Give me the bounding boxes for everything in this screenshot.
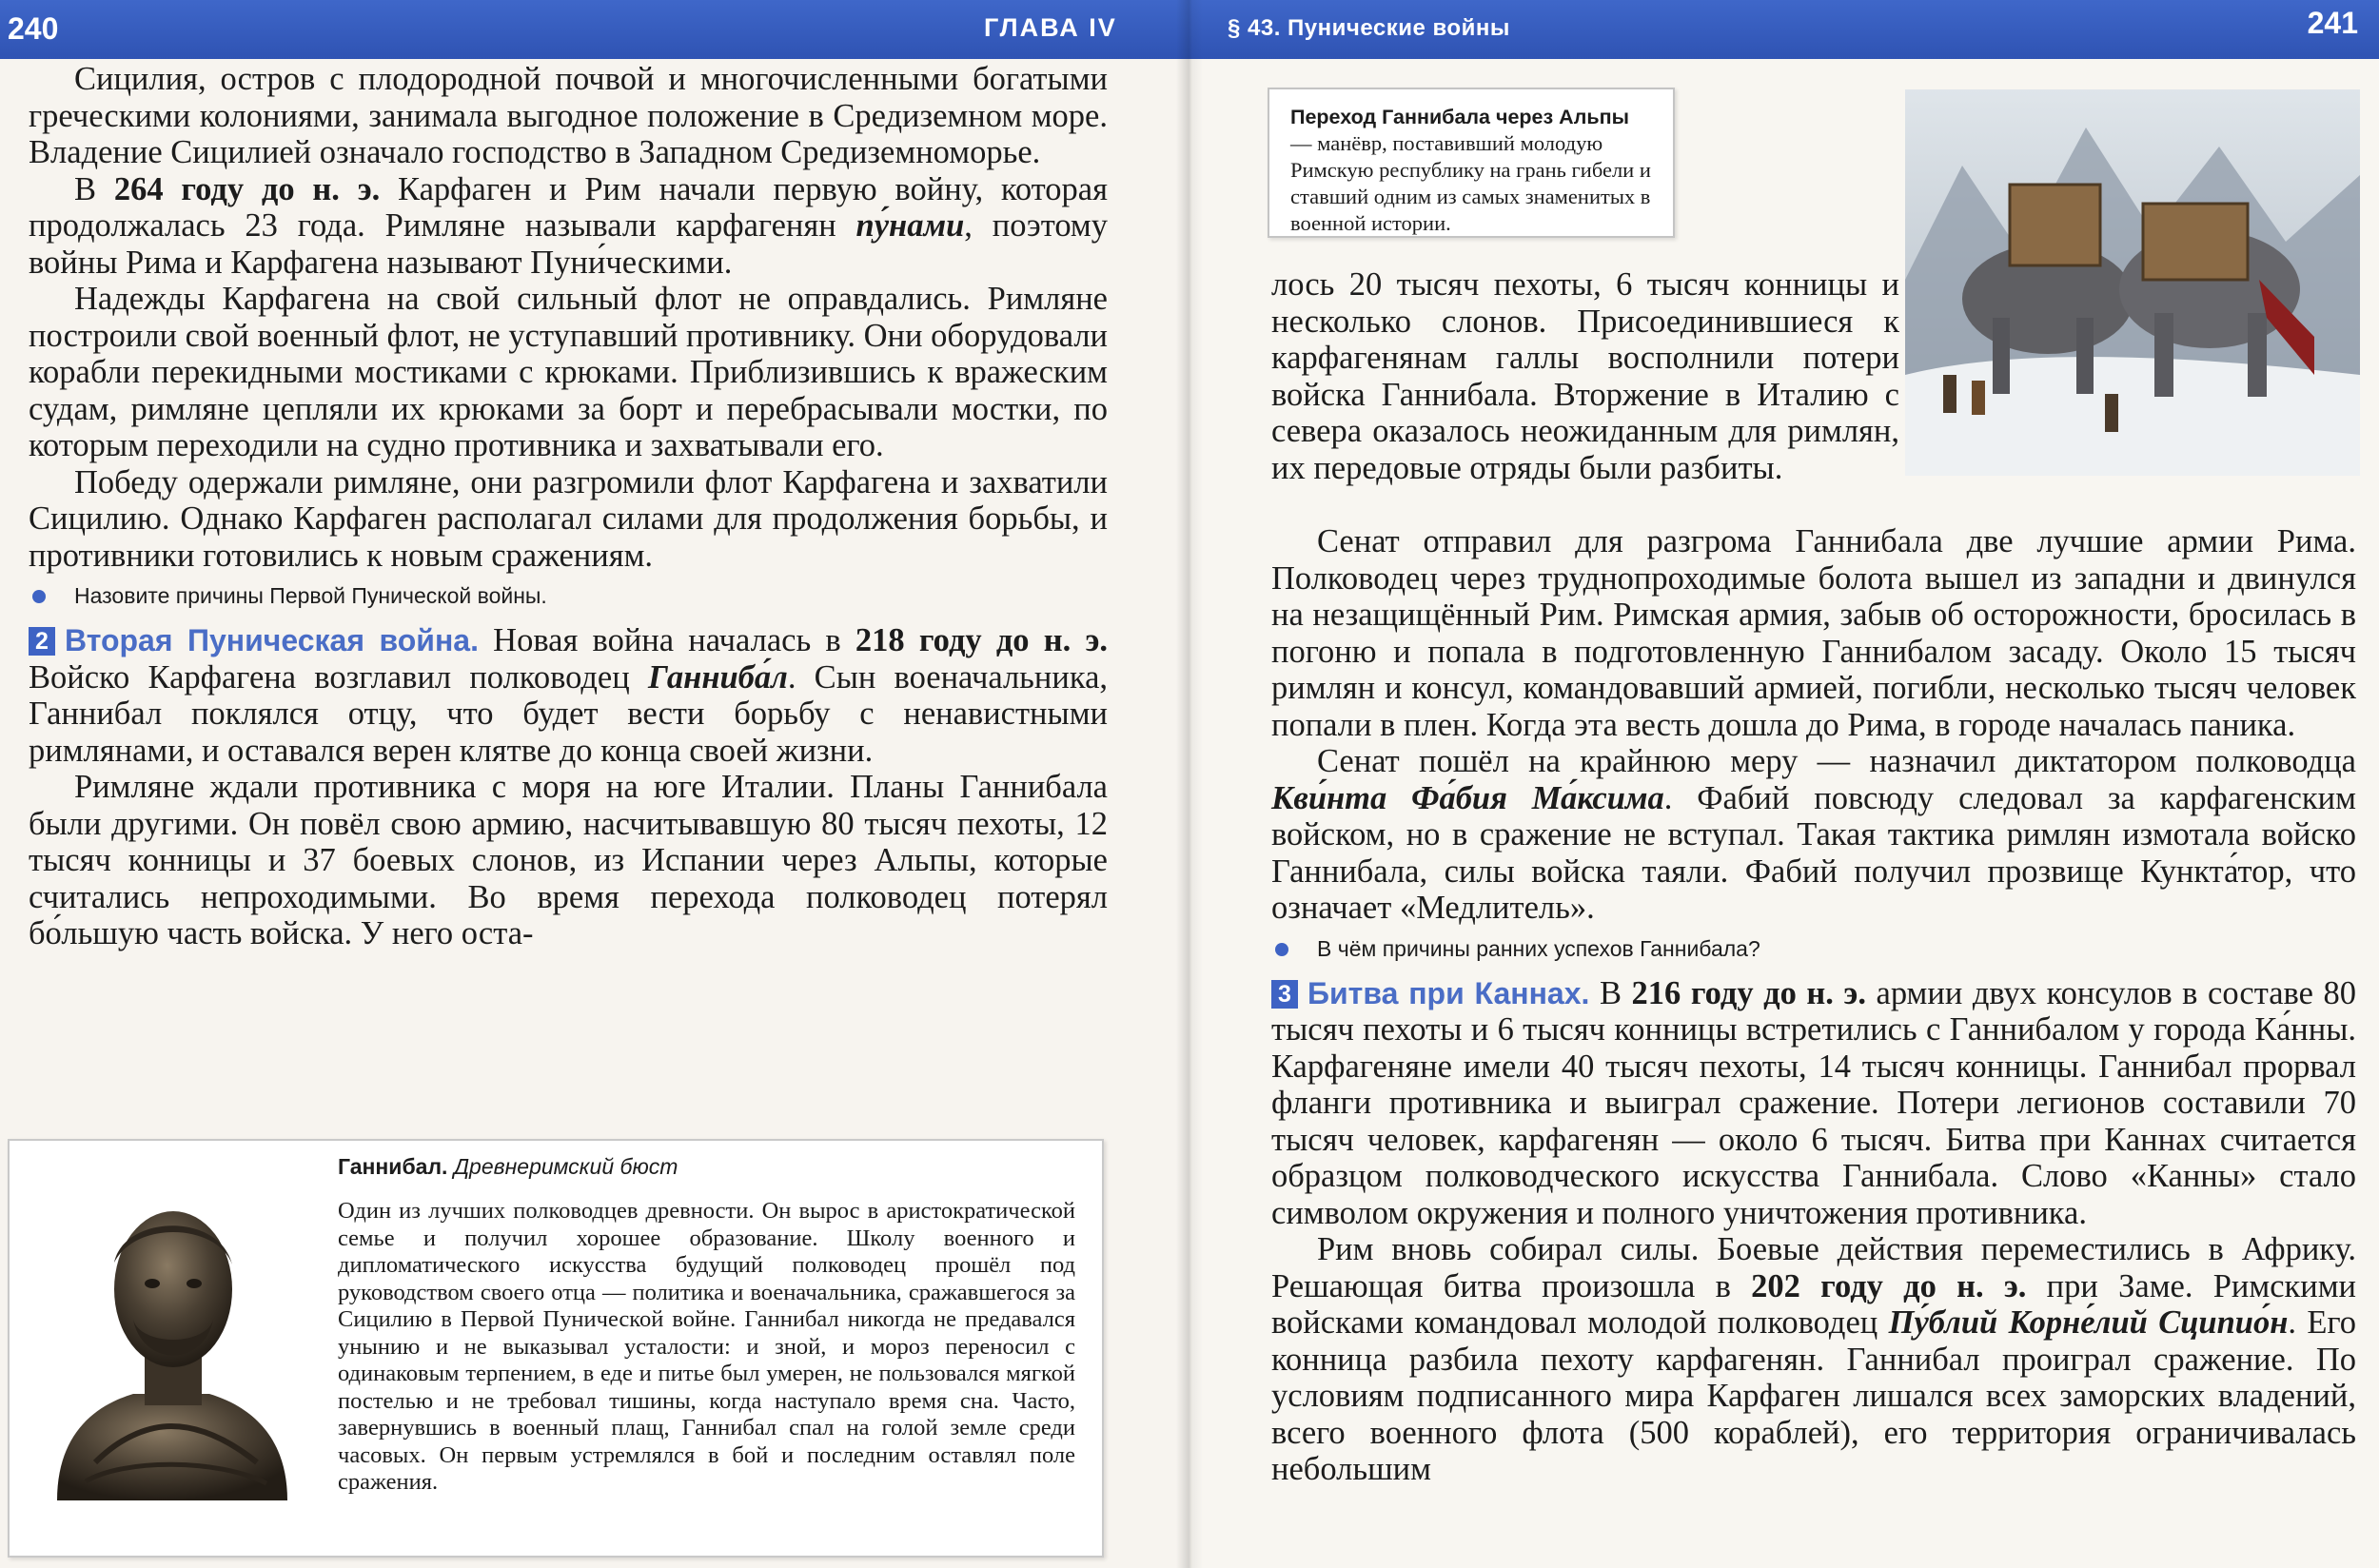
hannibal-bust-image [38, 1177, 305, 1519]
paragraph: Сенат отправил для разгрома Ганнибала две лучшие армии Рима. Полководец через труднопроходимые болота вышел из западни и двинулся на незащищённый Рим. Римская армия, забыв об осторожности, бросилась в погоню и попала в подготовленную Ганнибалом засаду. Около 15 тысяч римлян и консул, командовавший армией, погибли, несколько тысяч человек попали в плен. Когда эта весть дошла до Рима, в городе началась паника. [1271, 523, 2356, 743]
page-number: 241 [2307, 6, 2358, 40]
bullet-icon [1275, 943, 1288, 956]
box-title: Ганнибал. Древнеримский бюст [338, 1154, 678, 1179]
right-page-header [1190, 0, 2379, 59]
paragraph: Рим вновь собирал силы. Боевые действия переместились в Африку. Решающая битва произошла в 202 году до н. э. при Заме. Римскими войсками командовал молодой полководец Пу́блий Корне́лий Сципио́н. Его конница разбила пехоту карфагенян. Ганнибал проиграл сражение. По условиям подписанного мира Карфаген лишался всех заморских владений, всего военного флота (500 кораблей), его территория ограничивалась небольшим [1271, 1231, 2357, 1487]
chapter-title: ГЛАВА IV [984, 13, 1117, 42]
date-emphasis: 218 году до н. э. [855, 622, 1108, 658]
name-emphasis: Пу́блий Корне́лий Сципио́н [1888, 1304, 2289, 1341]
date-emphasis: 202 году до н. э. [1751, 1267, 2027, 1304]
paragraph: Римляне ждали противника с моря на юге Италии. Планы Ганнибала были другими. Он повёл свою армию, насчитывавшую 80 тысяч пехоты, 12 тысяч конницы и 37 боевых слонов, из Испании через Альпы, которые считались непроходимыми. Во время перехода полководец потерял бо́льшую часть войска. У него оста- [29, 769, 1108, 951]
right-narrow-column [1271, 266, 1899, 486]
paragraph: Сицилия, остров с плодородной почвой и многочисленными богатыми греческими колониями, занимала выгодное положение в Средиземном море. Владение Сицилией означало господство в Западном Средиземноморье. [29, 61, 1108, 170]
review-question: В чём причины ранних успехов Ганнибала? [1271, 936, 2356, 962]
section-paragraph: 2 Вторая Пуническая война. Новая война началась в 218 году до н. э. Войско Карфагена возглавил полководец Ганниба́л. Сын военачальника, Ганнибал поклялся отцу, что будет вести борьбу с ненавистными римлянами, и оставался верен клятве до конца своей жизни. [29, 622, 1109, 769]
date-emphasis: 216 году до н. э. [1631, 974, 1866, 1011]
paragraph: лось 20 тысяч пехоты, 6 тысяч конницы и несколько слонов. Присоединившиеся к карфагенянам галлы восполнили потери войска Ганнибала. Вторжение в Италию с севера оказалось неожиданным для римлян, их передовые отряды были разбиты. [1271, 266, 1899, 486]
date-emphasis: 264 году до н. э. [113, 170, 381, 207]
alps-crossing-painting [1905, 89, 2360, 476]
left-page-header [0, 0, 1190, 59]
term-emphasis: пу́нами [855, 207, 965, 244]
review-question: Назовите причины Первой Пунической войны. [29, 583, 1108, 609]
name-emphasis: Ганниба́л [647, 658, 788, 696]
section-heading: Битва при Каннах. [1307, 975, 1590, 1010]
paragraph: Надежды Карфагена на свой сильный флот не оправдались. Римляне построили свой военный флот, не уступавший противнику. Они оборудовали корабли перекидными мостиками с крюками. Приблизившись к вражеским судам, римляне цепляли их крюками за борт и перебрасывали мостки, по которым переходили на судно противника и захватывали его. [29, 281, 1108, 463]
section-heading: Вторая Пуническая война. [65, 623, 479, 657]
book-gutter [1176, 0, 1203, 1568]
section-number-badge: 3 [1271, 980, 1298, 1009]
page-number: 240 [8, 11, 59, 46]
section-number-badge: 2 [29, 627, 55, 656]
hannibal-info-box [8, 1139, 1104, 1558]
right-page [1190, 0, 2379, 1568]
painting-caption: Переход Ганнибала через Альпы — манёвр, поставивший молодую Римскую республику на грань гибели и ставший одним из самых знаменитых в военной истории. [1268, 88, 1675, 238]
right-text-column [1271, 523, 2356, 1488]
section-header-title: § 43. Пунические войны [1228, 15, 1510, 41]
paragraph: В 264 году до н. э. Карфаген и Рим начали первую войну, которая продолжалась 23 года. Римляне называли карфагенян пу́нами, поэтому войны Рима и Карфагена называют Пуни́ческими. [29, 170, 1108, 281]
paragraph: Победу одержали римляне, они разгромили флот Карфагена и захватили Сицилию. Однако Карфаген располагал силами для продолжения борьбы, и противники готовились к новым сражениям. [29, 463, 1108, 574]
name-emphasis: Кви́нта Фа́бия Ма́ксима [1271, 779, 1664, 816]
paragraph: Сенат пошёл на крайнюю меру — назначил диктатором полководца Кви́нта Фа́бия Ма́ксима. Фабий повсюду следовал за карфагенским войском, но в сражение не вступал. Такая тактика римлян измотала войско Ганнибала, силы войска таяли. Фабий получил прозвище Кункта́тор, что означает «Медлитель». [1271, 743, 2356, 926]
section-paragraph: 3 Битва при Каннах. В 216 году до н. э. армии двух консулов в составе 80 тысяч пехоты и 6 тысяч конницы встретились с Ганнибалом у города Ка́нны. Карфагеняне имели 40 тысяч пехоты, 14 тысяч конницы. Ганнибал прорвал фланги противника и выиграл сражение. Потери легионов составили 70 тысяч человек, карфагенян — около 6 тысяч. Битва при Каннах считается образцом полководческого искусства Ганнибала. Слово «Канны» стало символом окружения и полного уничтожения противника. [1271, 974, 2357, 1231]
bullet-icon [32, 590, 46, 603]
left-text-column [29, 61, 1108, 952]
box-body: Один из лучших полководцев древности. Он вырос в аристократической семье и получил хорошее образование. Школу военного и дипломатического искусства будущий полководец прошёл под руководством своего отца — политика и военачальника, сражавшегося за Сицилию в Первой Пунической войне. Ганнибал никогда не предавался унынию и не выказывал усталости: и зной, и мороз переносил с одинаковым терпением, в еде и питье был умерен, не пользовался мягкой постелью и не требовал тишины, когда наступало время сна. Часто, завернувшись в военный плащ, Ганнибал спал на голой земле среди часовых. Он первым устремлялся в бой и последним оставлял поле сражения. [338, 1198, 1075, 1495]
